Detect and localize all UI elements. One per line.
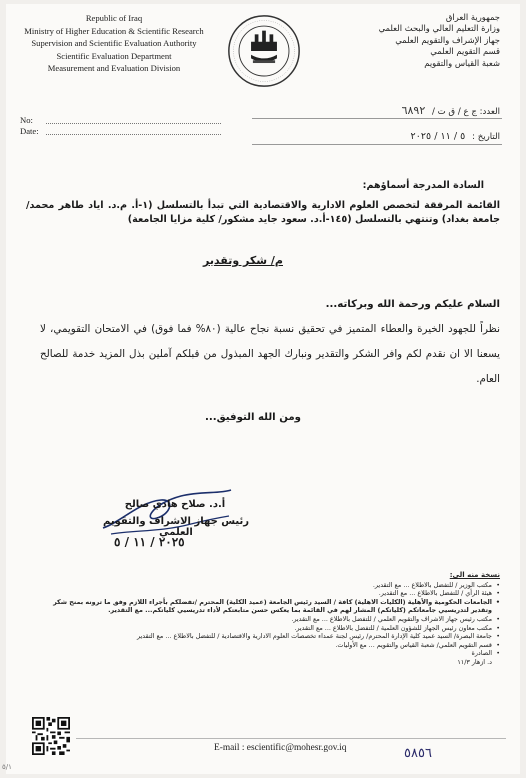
copies-item: • مكتب رئيس جهاز الاشراف والتقويم العلمي / للتفضل بالاطلاع ... مع التقدير. (34, 615, 500, 624)
ar-number-value: ج ع / ق ت / (431, 107, 477, 117)
letter-body: نظراً للجهود الخيرة والعطاء المتميز في تحقيق نسبة نجاح عالية (٨٠% فما فوق) في الامتحان التقويمي، لا يسعنا الا ان نقدم لكم وافر الشكر والتقدير ونبارك الجهد المبذول من قبلكم آملين بذل المزيد خدمة للصالح العام. (40, 323, 500, 385)
en-head-line: Measurement and Evaluation Division (47, 63, 181, 74)
copies-item: • الصادرة (34, 649, 500, 658)
copies-to-section (34, 571, 500, 667)
ar-head-line: شعبة القياس والتقويم (424, 57, 500, 68)
arabic-letterhead (325, 12, 500, 69)
ref-divider (252, 118, 502, 119)
copies-item: • جامعة البصرة/ السيد عميد كلية الإدارة المحترم/ رئيس لجنة عمداء تخصصات العلوم الادارية والاقتصادية / للتفضل بالاطلاع ... مع التقدير (34, 632, 500, 641)
en-number-dots (46, 123, 221, 124)
qr-code-icon (32, 717, 70, 755)
subject-line (26, 254, 500, 267)
ar-number-handwritten: ٦٨٩٢ (401, 104, 426, 117)
subject-text: م/ شكر وتقدير (202, 254, 283, 267)
closing-line: ومن الله التوفيق... (204, 412, 302, 423)
footer-divider (76, 738, 506, 739)
ar-number-label: العدد: (479, 107, 500, 117)
addressee: السادة المدرجة أسماؤهم: (362, 180, 484, 191)
english-letterhead (20, 12, 208, 75)
copies-initials: د. ازهار ١١/٣ (457, 657, 492, 666)
ar-date-label: التاريخ : (472, 132, 500, 142)
signatory-title: رئيس جهاز الاشراف والتقويم العلمي (102, 516, 249, 538)
copies-item-universities: • الجامعات الحكومية والأهلية (الكليات الاهلية) كافة / السيد رئيس الجامعة (عميد الكلية) المحترم /تفضلكم بأجراء اللازم وفق ما ترونه بمنح شكر وتقدير لتدريسيي جامعاتكم (كلياتكم) المشار لهم في القائمة بما يعكس حسن متابعتكم لأداء تدريسيي كلياتكم... مع التقدير. (34, 598, 500, 615)
handwritten-number: ٥٨٥٦ (404, 746, 432, 761)
en-date-dots (46, 134, 221, 135)
ar-head-line: قسم التقويم العلمي (430, 46, 500, 57)
ar-date-value: ٥ / ١١ / ٢٠٢٥ (410, 131, 466, 142)
en-head-line: Supervision and Scientific Evaluation Authority (31, 38, 197, 49)
signatory-name: أ.د. صلاح هادي صالح (124, 499, 226, 510)
en-number-label: No: (20, 115, 33, 125)
copies-heading: نسخة منه الى: (449, 571, 500, 579)
ar-head-line: جمهورية العراق (445, 12, 500, 22)
date-divider (252, 144, 502, 145)
copies-item: • مكتب معاون رئيس الجهاز للشؤون العلمية / للتفضل بالاطلاع ... مع التقدير. (34, 624, 500, 633)
ar-head-line: وزارة التعليم العالي والبحث العلمي (378, 23, 500, 34)
ar-head-line: جهاز الإشراف والتقويم العلمي (395, 34, 500, 45)
en-date-label: Date: (20, 126, 39, 136)
en-head-line: Scientific Evaluation Department (56, 50, 172, 61)
copies-item: • قسم التقويم العلمي/ شعبة القياس والتقويم ... مع الأوليات. (34, 641, 500, 650)
en-head-line: Republic of Iraq (85, 13, 143, 23)
letter-sheet (6, 4, 520, 774)
footer-email: E-mail : escientific@mohesr.gov.iq (214, 743, 347, 753)
ar-reference-date (411, 131, 500, 142)
copies-item: • هيئة الرأي / للتفضل بالاطلاع ... مع التقدير. (34, 589, 500, 598)
ministry-seal-logo (227, 14, 301, 88)
signature-date: ٢٠٢٥ / ١١ / ٥ (114, 535, 185, 549)
en-head-line: Ministry of Higher Education & Scientific Research (24, 25, 204, 36)
page-tag: ٥/١ (2, 763, 12, 771)
copies-item: • مكتب الوزير / للتفضل بالاطلاع ... مع التقدير. (34, 581, 500, 590)
copies-list (34, 581, 500, 667)
addressee-list-paragraph: القائمة المرفقة لتخصص العلوم الادارية والاقتصادية التي تبدأ بالتسلسل (١-أ. م.د. اياد طاهر محمد/جامعة بغداد) وتنتهي بالتسلسل (١٤٥-أ.د. سعود جايد مشكور/ كلية مزايا الجامعة) (26, 200, 500, 225)
greeting: السلام عليكم ورحمة الله وبركاته... (325, 299, 500, 310)
ar-reference-number (402, 104, 500, 117)
